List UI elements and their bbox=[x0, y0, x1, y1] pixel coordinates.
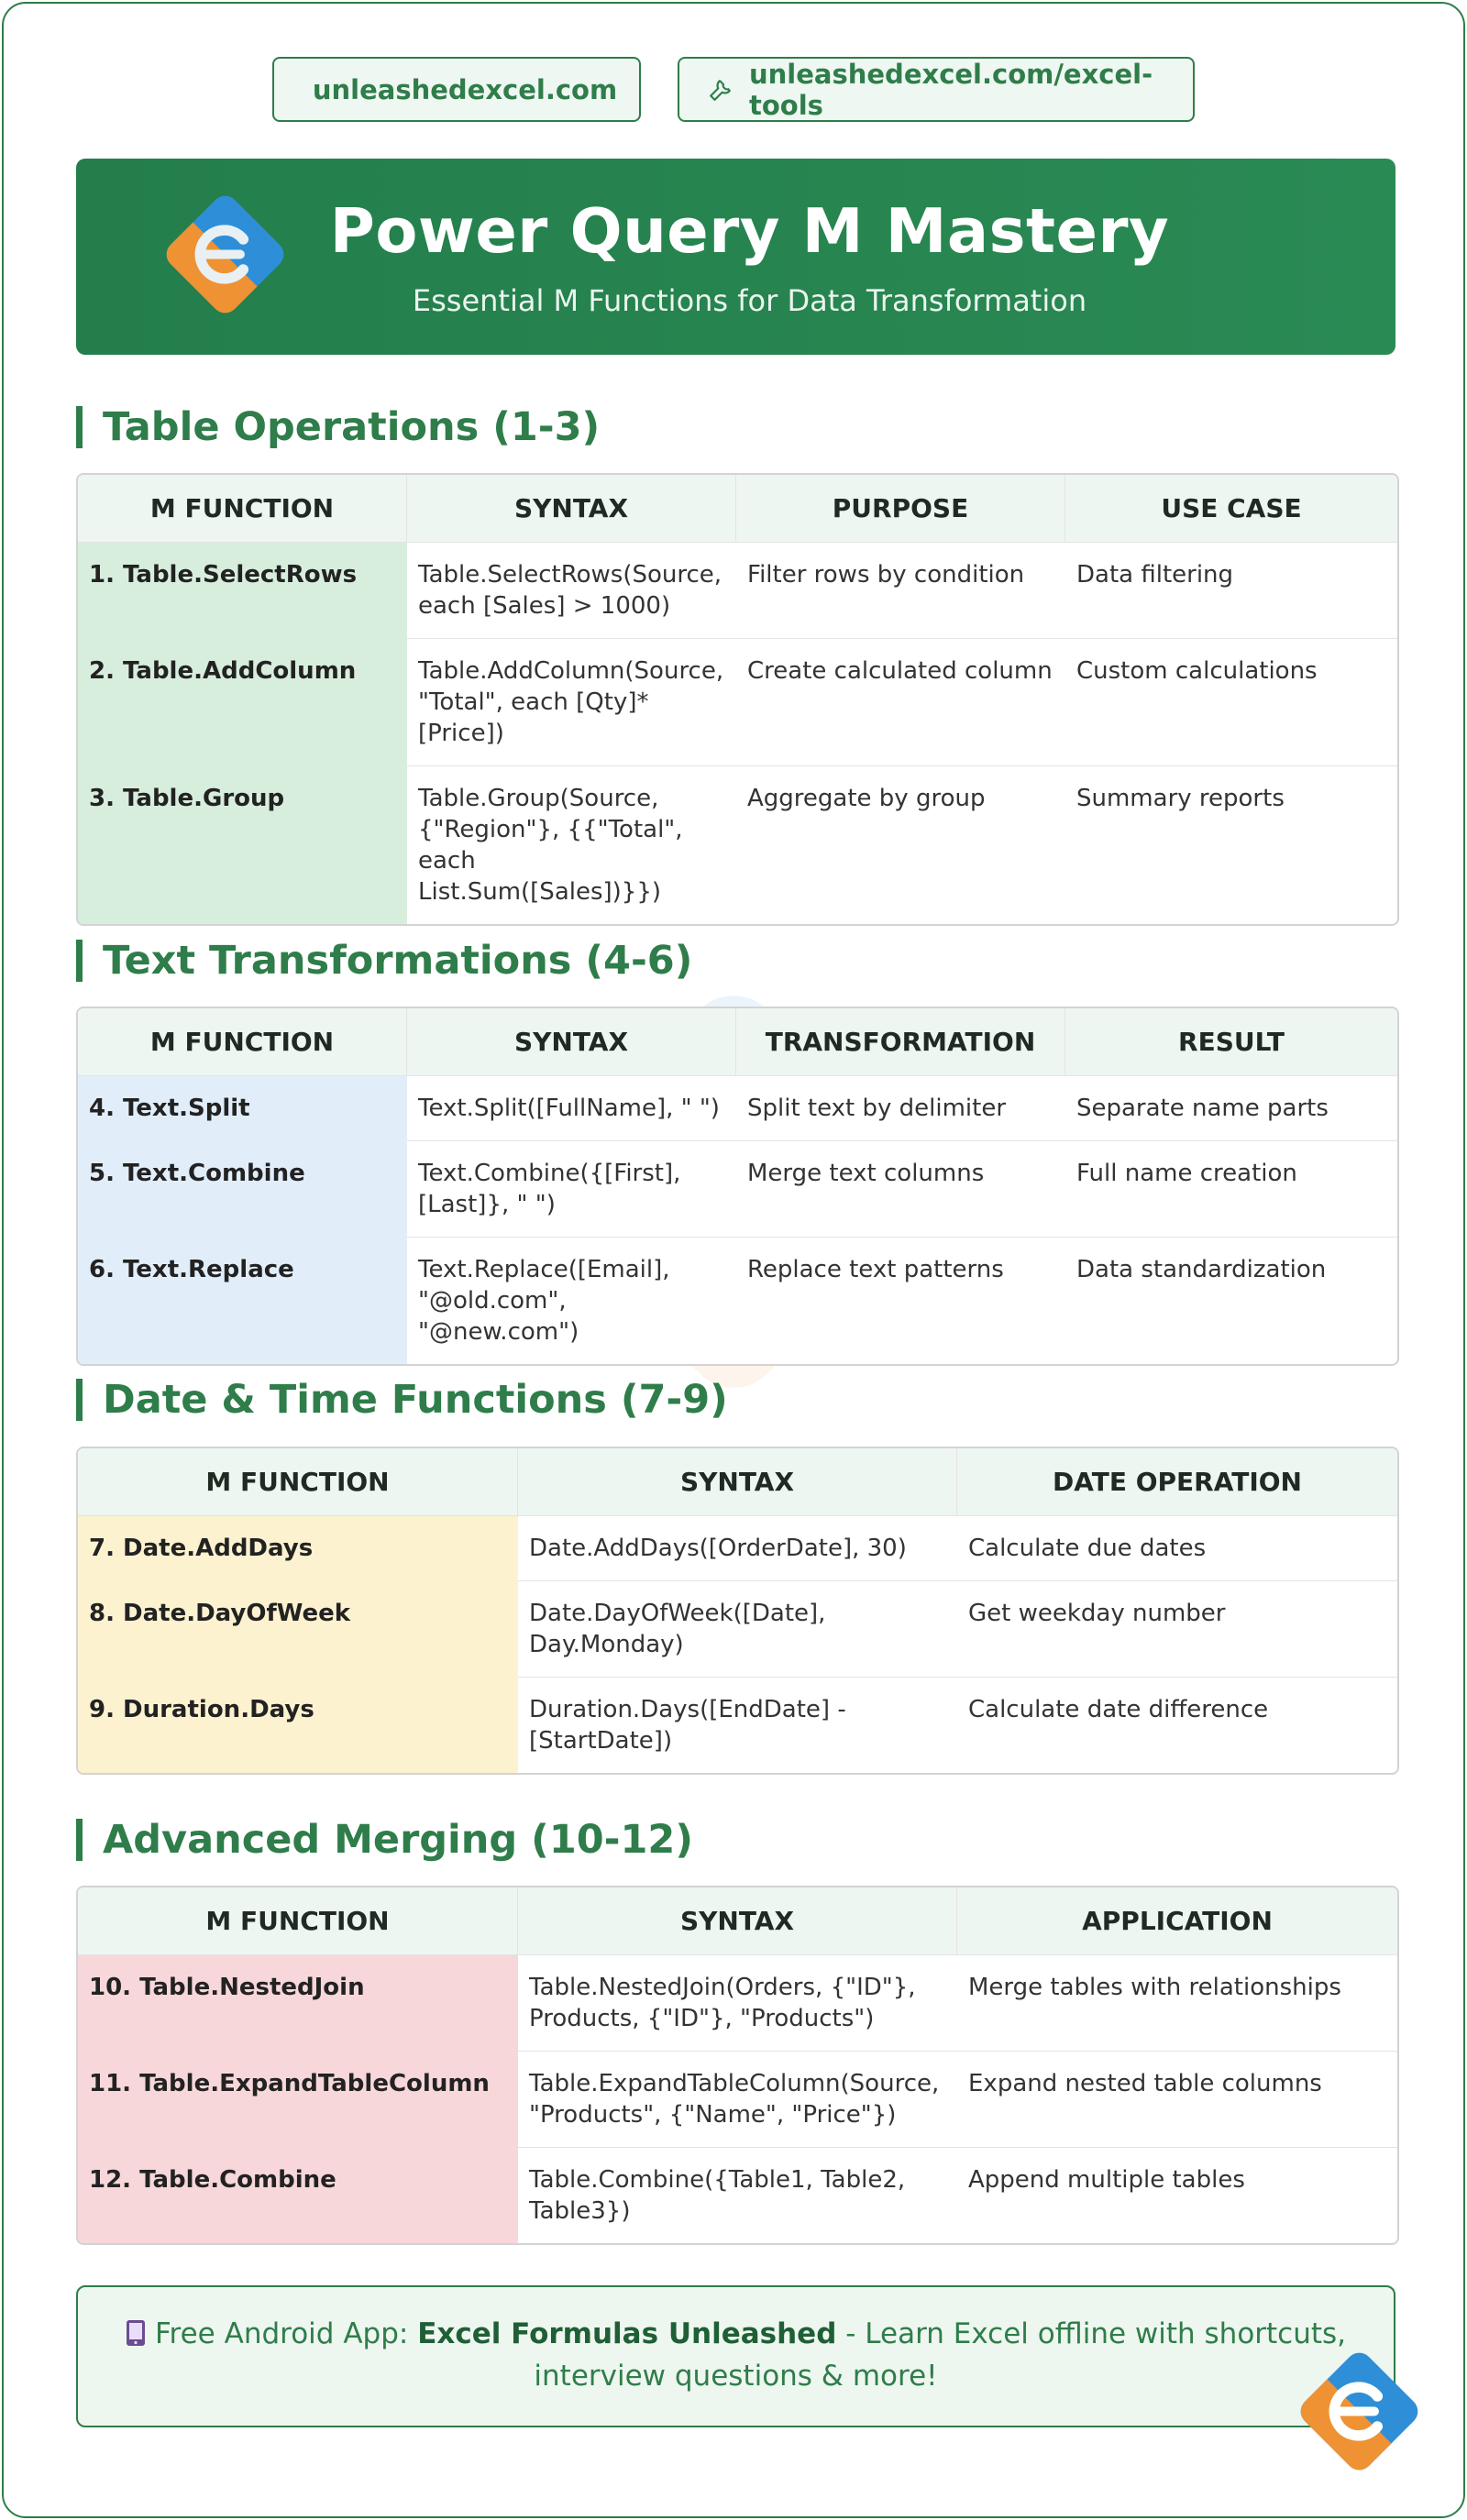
syntax-cell: Table.ExpandTableColumn(Source, "Products", {"Name", "Price"}) bbox=[518, 2052, 957, 2148]
column-header: SYNTAX bbox=[407, 1008, 736, 1076]
column-header: SYNTAX bbox=[518, 1448, 957, 1516]
purpose-cell: Aggregate by group bbox=[747, 785, 986, 812]
site-link-label: unleashedexcel.com bbox=[312, 73, 618, 105]
table-row bbox=[78, 766, 1397, 924]
result-cell: Separate name parts bbox=[1065, 1076, 1397, 1141]
table-row bbox=[78, 1955, 1397, 2052]
wrench-icon bbox=[709, 76, 733, 104]
table-row bbox=[78, 2052, 1397, 2148]
syntax-cell: Table.AddColumn(Source, "Total", each [Qty]*[Price]) bbox=[407, 639, 736, 766]
table-row bbox=[78, 1581, 1397, 1678]
column-header: RESULT bbox=[1065, 1008, 1397, 1076]
table-row bbox=[78, 1516, 1397, 1581]
column-header: DATE OPERATION bbox=[957, 1448, 1397, 1516]
function-name: 2. Table.AddColumn bbox=[78, 639, 407, 766]
transformation-cell: Replace text patterns bbox=[747, 1256, 1004, 1283]
table-header-row bbox=[78, 1008, 1397, 1076]
purpose-cell: Create calculated column bbox=[736, 639, 1065, 766]
tools-link-label: unleashedexcel.com/excel-tools bbox=[749, 58, 1153, 121]
application-cell: Append multiple tables bbox=[968, 2166, 1245, 2194]
section-title-advanced-merging: Advanced Merging (10-12) bbox=[76, 1819, 693, 1861]
table-row bbox=[78, 2148, 1397, 2243]
syntax-cell: Date.DayOfWeek([Date], Day.Monday) bbox=[518, 1581, 957, 1678]
syntax-cell: Duration.Days([EndDate] - [StartDate]) bbox=[529, 1696, 846, 1755]
date-operation-cell: Calculate date difference bbox=[968, 1696, 1269, 1723]
column-header: APPLICATION bbox=[957, 1887, 1397, 1955]
column-header: TRANSFORMATION bbox=[736, 1008, 1065, 1076]
function-name: 12. Table.Combine bbox=[78, 2148, 518, 2243]
syntax-cell: Text.Combine({[First], [Last]}, " ") bbox=[407, 1141, 736, 1238]
function-name: 11. Table.ExpandTableColumn bbox=[78, 2052, 518, 2148]
table-row bbox=[78, 1238, 1397, 1364]
table-row bbox=[78, 1141, 1397, 1238]
function-name: 7. Date.AddDays bbox=[78, 1516, 518, 1581]
promo-line-2: interview questions & more! bbox=[534, 2360, 938, 2393]
application-cell: Expand nested table columns bbox=[957, 2052, 1397, 2148]
application-cell: Merge tables with relationships bbox=[957, 1955, 1397, 2052]
table-operations-table bbox=[76, 473, 1399, 926]
use-case-cell: Summary reports bbox=[1076, 785, 1285, 812]
page-title: Power Query M Mastery bbox=[329, 195, 1170, 267]
syntax-cell: Table.SelectRows(Source, each [Sales] > 1000) bbox=[407, 543, 736, 639]
function-name: 10. Table.NestedJoin bbox=[78, 1955, 518, 2052]
purpose-cell: Filter rows by condition bbox=[736, 543, 1065, 639]
advanced-merging-table bbox=[76, 1886, 1399, 2245]
header-banner bbox=[76, 159, 1395, 355]
column-header: M FUNCTION bbox=[78, 1887, 518, 1955]
function-name: 1. Table.SelectRows bbox=[78, 543, 407, 639]
section-title-table-operations: Table Operations (1-3) bbox=[76, 406, 600, 448]
table-row bbox=[78, 639, 1397, 766]
table-row bbox=[78, 1076, 1397, 1141]
syntax-cell: Table.NestedJoin(Orders, {"ID"}, Products, {"ID"}, "Products") bbox=[518, 1955, 957, 2052]
text-transformations-table bbox=[76, 1007, 1399, 1366]
result-cell: Full name creation bbox=[1065, 1141, 1397, 1238]
top-links bbox=[0, 57, 1467, 122]
syntax-cell: Table.Combine({Table1, Table2, Table3}) bbox=[529, 2166, 906, 2225]
section-title-text-transformations: Text Transformations (4-6) bbox=[76, 940, 692, 982]
site-link[interactable] bbox=[272, 57, 641, 122]
promo-app-name: Excel Formulas Unleashed bbox=[417, 2317, 837, 2350]
syntax-cell: Table.Group(Source, {"Region"}, {{"Total", each List.Sum([Sales])}}) bbox=[418, 785, 683, 906]
table-header-row bbox=[78, 475, 1397, 543]
column-header: SYNTAX bbox=[518, 1887, 957, 1955]
use-case-cell: Custom calculations bbox=[1065, 639, 1397, 766]
syntax-cell: Date.AddDays([OrderDate], 30) bbox=[518, 1516, 957, 1581]
function-name: 3. Table.Group bbox=[78, 766, 407, 924]
page-subtitle: Essential M Functions for Data Transformation bbox=[412, 283, 1087, 318]
transformation-cell: Merge text columns bbox=[736, 1141, 1065, 1238]
use-case-cell: Data filtering bbox=[1065, 543, 1397, 639]
promo-lead: Free Android App: bbox=[154, 2317, 418, 2350]
table-header-row bbox=[78, 1887, 1397, 1955]
table-row bbox=[78, 543, 1397, 639]
column-header: USE CASE bbox=[1065, 475, 1397, 543]
app-promo-banner[interactable] bbox=[76, 2285, 1395, 2427]
tools-link[interactable] bbox=[678, 57, 1195, 122]
function-name: 9. Duration.Days bbox=[78, 1678, 518, 1773]
function-name: 8. Date.DayOfWeek bbox=[78, 1581, 518, 1678]
column-header: M FUNCTION bbox=[78, 1448, 518, 1516]
table-row bbox=[78, 1678, 1397, 1773]
date-time-table bbox=[76, 1447, 1399, 1775]
table-header-row bbox=[78, 1448, 1397, 1516]
phone-icon bbox=[126, 2319, 146, 2347]
column-header: M FUNCTION bbox=[78, 1008, 407, 1076]
column-header: M FUNCTION bbox=[78, 475, 407, 543]
result-cell: Data standardization bbox=[1076, 1256, 1327, 1283]
syntax-cell: Text.Split([FullName], " ") bbox=[407, 1076, 736, 1141]
column-header: PURPOSE bbox=[736, 475, 1065, 543]
section-title-date-time: Date & Time Functions (7-9) bbox=[76, 1379, 728, 1421]
function-name: 4. Text.Split bbox=[78, 1076, 407, 1141]
date-operation-cell: Calculate due dates bbox=[957, 1516, 1397, 1581]
function-name: 6. Text.Replace bbox=[78, 1238, 407, 1364]
promo-line-1 bbox=[78, 2313, 1394, 2355]
date-operation-cell: Get weekday number bbox=[957, 1581, 1397, 1678]
syntax-cell: Text.Replace([Email], "@old.com", "@new.com") bbox=[418, 1256, 670, 1346]
corner-logo-icon bbox=[1284, 2336, 1435, 2487]
column-header: SYNTAX bbox=[407, 475, 736, 543]
promo-rest: - Learn Excel offline with shortcuts, bbox=[836, 2317, 1347, 2350]
transformation-cell: Split text by delimiter bbox=[736, 1076, 1065, 1141]
function-name: 5. Text.Combine bbox=[78, 1141, 407, 1238]
